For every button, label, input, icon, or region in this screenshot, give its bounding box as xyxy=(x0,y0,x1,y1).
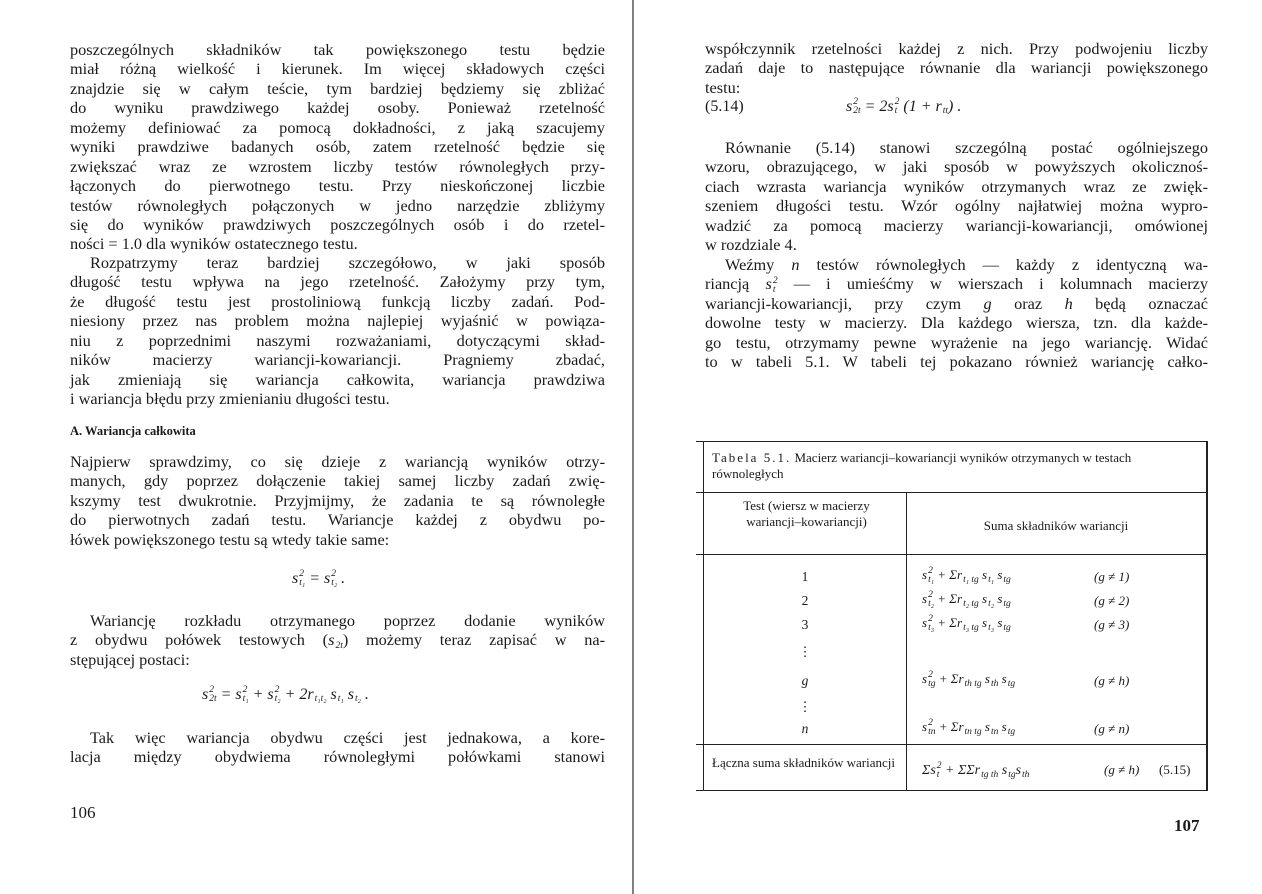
column-header-sum: Suma składników wariancji xyxy=(983,518,1129,533)
formula-text: wariancji-kowariancji, przy czym xyxy=(705,293,984,313)
math-symbol: s 2 tg xyxy=(922,670,936,690)
paragraph xyxy=(70,611,605,669)
equation xyxy=(202,686,369,704)
page-number: 107 xyxy=(1174,816,1200,835)
row-condition: (g ≠ h) xyxy=(1094,673,1130,688)
math-symbol: s 2t xyxy=(328,630,343,651)
footer-label: Łączna suma składników wariancji xyxy=(712,755,896,770)
table-caption xyxy=(712,450,1202,481)
math-symbol: s t₃ xyxy=(982,615,995,634)
math-symbol: r th tg xyxy=(958,671,982,690)
math-symbol: s t₂ xyxy=(982,591,995,610)
formula-text: + Σ xyxy=(934,591,958,606)
text-line: zwiększać wraz ze wzrostem liczby testów równoległych przy- xyxy=(70,156,605,176)
footer-formula xyxy=(922,762,1029,780)
row-condition: (g ≠ n) xyxy=(1094,721,1130,736)
text-line: jak zmieniają się wariancja całkowita, wariancja prawdziwa xyxy=(70,369,605,389)
text-line: to w tabeli 5.1. W tabeli tej pokazano również wariancję całko- xyxy=(705,352,1208,372)
math-symbol: s 2 2t xyxy=(202,685,217,705)
text-line: wzoru, obrazującego, w jaki sposób w powyższych okolicznoś- xyxy=(705,157,1208,177)
math-symbol: n xyxy=(791,255,800,274)
math-symbol: s th xyxy=(1015,763,1030,780)
right-page xyxy=(636,0,1262,894)
math-symbol: r t₁t₂ xyxy=(307,686,327,705)
text-line: zadań daje to następujące równanie dla wariancji powiększonego xyxy=(705,58,1208,78)
paragraph xyxy=(70,40,605,254)
equation-label: (5.14) xyxy=(705,98,744,115)
text-line: i wariancja błędu przy zmienianiu długości testu. xyxy=(70,389,390,409)
row-test-label: g xyxy=(801,673,809,688)
text-line: do wyniku prawdziwego każdej osoby. Ponieważ rzetelność xyxy=(70,98,605,118)
row-test-label: 2 xyxy=(801,593,809,608)
text-line: łączonych do pierwotnego testu. Przy nieskończonej liczbie xyxy=(70,176,605,196)
text-line: Najpierw sprawdzimy, co się dzieje z wariancją wyników otrzy- xyxy=(70,452,605,471)
row-condition: (g ≠ 2) xyxy=(1094,593,1130,608)
text-line: testu: xyxy=(705,77,741,97)
formula-text: . xyxy=(360,686,369,703)
formula-text: — i umieśćmy w wierszach i kolumnach macierzy xyxy=(777,274,1209,294)
text-line: Równanie (5.14) stanowi szczególną postać ogólniejszego xyxy=(725,138,1208,157)
paragraph xyxy=(705,138,1208,255)
text-line: poszczególnych składników tak powiększonego testu będzie xyxy=(70,40,605,59)
math-symbol: s t₂ xyxy=(347,686,361,705)
text-line: Tak więc wariancja obydwu części jest jednakowa, a kore- xyxy=(90,728,605,747)
text-line: znajdzie się w całym teście, tym bardziej będziemy się zbliżać xyxy=(70,78,605,98)
text-line: lacja między obydwiema równoległymi połówkami stanowi xyxy=(70,747,605,767)
equation xyxy=(292,570,345,588)
formula-text: = xyxy=(216,686,236,703)
text-line: ciach wzrasta wariancja wyników otrzymanych wraz ze zwięk- xyxy=(705,176,1208,196)
math-symbol: r tn tg xyxy=(958,719,982,738)
formula-text: Σ xyxy=(922,763,931,779)
math-symbol: s 2 t xyxy=(765,274,778,295)
formula-text: ) możemy teraz zapisać w na- xyxy=(342,630,605,650)
row-test-label: ⋮ xyxy=(798,699,812,714)
math-symbol: g xyxy=(983,293,992,313)
text-line: go testu, otrzymamy pewne wyrażenie na jego wariancję. Widać xyxy=(705,332,1208,352)
math-symbol: s 2 t₁ xyxy=(235,685,249,705)
math-symbol: s tg xyxy=(997,567,1011,586)
row-condition: (g ≠ 1) xyxy=(1094,569,1130,584)
formula-text: + xyxy=(248,686,268,703)
text-line: wadzić za pomocą macierzy wariancji-kowariancji, omówionej xyxy=(705,215,1208,235)
text-line: się do wyników prawdziwych poszczególnych osób i do rzetel- xyxy=(70,214,605,234)
text-line: długość testu wpływa na jego rzetelność. Założymy przy tym, xyxy=(70,272,605,292)
math-symbol: s 2 t xyxy=(887,97,900,117)
text-line: ników macierzy wariancji-kowariancji. Pragniemy zbadać, xyxy=(70,350,605,370)
formula-text: + Σ xyxy=(934,615,958,630)
paragraph xyxy=(705,255,1208,372)
text-line: niesiony przez nas problem można najlepiej wyjaśnić w powiąza- xyxy=(70,311,605,331)
math-symbol: h xyxy=(1064,293,1073,313)
math-symbol: s 2 2t xyxy=(846,97,861,117)
paragraph xyxy=(70,728,605,767)
formula-text: = 2 xyxy=(860,98,888,115)
row-condition: (g ≠ 3) xyxy=(1094,617,1130,632)
formula-text: riancją xyxy=(705,274,766,294)
text-line xyxy=(705,255,1208,274)
math-symbol: r tt xyxy=(935,98,949,117)
equation xyxy=(846,98,961,116)
formula-text: + 2 xyxy=(280,686,308,703)
math-symbol: r tg th xyxy=(974,763,999,780)
math-symbol: r t₂ tg xyxy=(957,591,979,610)
text-line xyxy=(70,630,605,649)
math-symbol: s 2 t xyxy=(930,761,942,780)
math-symbol: s tg xyxy=(997,615,1011,634)
paragraph xyxy=(70,452,605,549)
text-line: ności = 1.0 dla wyników ostatecznego testu. xyxy=(70,234,358,254)
table-caption-prefix: Tabela 5.1. xyxy=(712,450,792,465)
math-symbol: s 2 t₂ xyxy=(267,685,281,705)
formula-text: + Σ xyxy=(935,719,959,734)
formula-text: + ΣΣ xyxy=(941,763,975,779)
text-line: Rozpatrzymy teraz bardziej szczegółowo, w jaki sposób xyxy=(90,253,605,272)
math-symbol: r t₃ tg xyxy=(957,615,979,634)
text-line: stępującej postaci: xyxy=(70,649,190,669)
section-heading: A. Wariancja całkowita xyxy=(70,424,196,438)
row-test-label: n xyxy=(801,721,809,736)
formula-text: będą oznaczać xyxy=(1072,293,1208,313)
row-test-label: ⋮ xyxy=(798,644,812,659)
text-line: wyniki prawdziwe badanych osób, zatem rzetelność będzie się xyxy=(70,137,605,157)
text-line xyxy=(705,294,1208,313)
table-5-1 xyxy=(703,441,1208,790)
math-symbol: r t₁ tg xyxy=(957,567,979,586)
text-line: łówek powiększonego testu są wtedy takie same: xyxy=(70,529,390,549)
formula-text: ) . xyxy=(948,98,962,115)
math-symbol: s th xyxy=(984,671,999,690)
text-line: w rozdziale 4. xyxy=(705,235,797,255)
text-line: kszymy test dwukrotnie. Przyjmijmy, że zadania te są równoległe xyxy=(70,490,605,510)
math-symbol: s tn xyxy=(984,719,999,738)
math-symbol: s 2 t₁ xyxy=(922,566,935,586)
math-symbol: s 2 t₁ xyxy=(292,569,306,589)
text-line: że długość testu jest prostoliniową funkcją liczby zadań. Pod- xyxy=(70,291,605,311)
table-caption-text: Macierz wariancji–kowariancji wyników otrzymanych w testach równoległych xyxy=(712,450,1132,481)
formula-text: testów równoległych — każdy z identyczną wa- xyxy=(799,255,1209,274)
book-gutter xyxy=(632,0,634,894)
text-line: miał różną wielkość i kierunek. Im więcej składowych części xyxy=(70,59,605,79)
row-formula xyxy=(922,719,1015,737)
math-symbol: s tg xyxy=(1001,671,1016,690)
paragraph xyxy=(705,39,1208,97)
text-line: manych, gdy poprzez dołączenie takiej samej liczby zadań zwię- xyxy=(70,471,605,491)
row-formula xyxy=(922,615,1011,633)
paragraph xyxy=(70,253,605,409)
math-symbol: s t₁ xyxy=(330,686,344,705)
row-formula xyxy=(922,591,1011,609)
row-formula xyxy=(922,671,1015,689)
math-symbol: s tg xyxy=(1001,719,1016,738)
text-line: współczynnik rzetelności każdej z nich. Przy podwojeniu liczby xyxy=(705,39,1208,58)
text-line: do pierwotnych zadań testu. Wariancje każdej z obydwu po- xyxy=(70,510,605,530)
formula-text: z obydwu połówek testowych ( xyxy=(70,630,329,650)
column-header-test: Test (wiersz w macierzy wariancji–kowariancji) xyxy=(743,498,870,529)
text-line: możemy definiować za pomocą dokładności, z jaką szacujemy xyxy=(70,117,605,137)
formula-text: . xyxy=(337,570,346,587)
row-formula xyxy=(922,567,1011,585)
text-line: testów równoległych połączonych w jedno narzędzie zbliżymy xyxy=(70,195,605,215)
math-symbol: s t₁ xyxy=(982,567,995,586)
formula-text: (1 + xyxy=(899,98,936,115)
math-symbol: s tg xyxy=(997,591,1011,610)
math-symbol: s 2 t₃ xyxy=(922,614,935,634)
page-number: 106 xyxy=(70,803,96,822)
row-test-label: 1 xyxy=(801,569,809,584)
formula-text: + Σ xyxy=(934,567,958,582)
math-symbol: s 2 t₂ xyxy=(323,569,338,589)
formula-text: = xyxy=(305,570,324,587)
row-test-label: 3 xyxy=(801,617,809,632)
math-symbol: s 2 tn xyxy=(922,718,936,738)
text-line: niu z poprzednimi naszymi rozważaniami, dotyczącymi skład- xyxy=(70,330,605,350)
left-page xyxy=(0,0,630,894)
formula-text: Weźmy xyxy=(725,255,792,274)
text-line xyxy=(705,274,1208,293)
formula-text: oraz xyxy=(991,293,1065,313)
formula-text: + Σ xyxy=(935,671,959,686)
text-line: dowolne testy w macierzy. Dla każdego wiersza, tzn. dla każde- xyxy=(705,313,1208,333)
footer-condition: (g ≠ h) xyxy=(1104,762,1140,777)
math-symbol: s tg xyxy=(1001,763,1016,780)
equation-number: (5.15) xyxy=(1159,762,1191,777)
math-symbol: s 2 t₂ xyxy=(922,590,935,610)
text-line: szeniem długości testu. Wzór ogólny najłatwiej można wypro- xyxy=(705,196,1208,216)
text-line: Wariancję rozkładu otrzymanego poprzez dodanie wyników xyxy=(90,611,605,630)
